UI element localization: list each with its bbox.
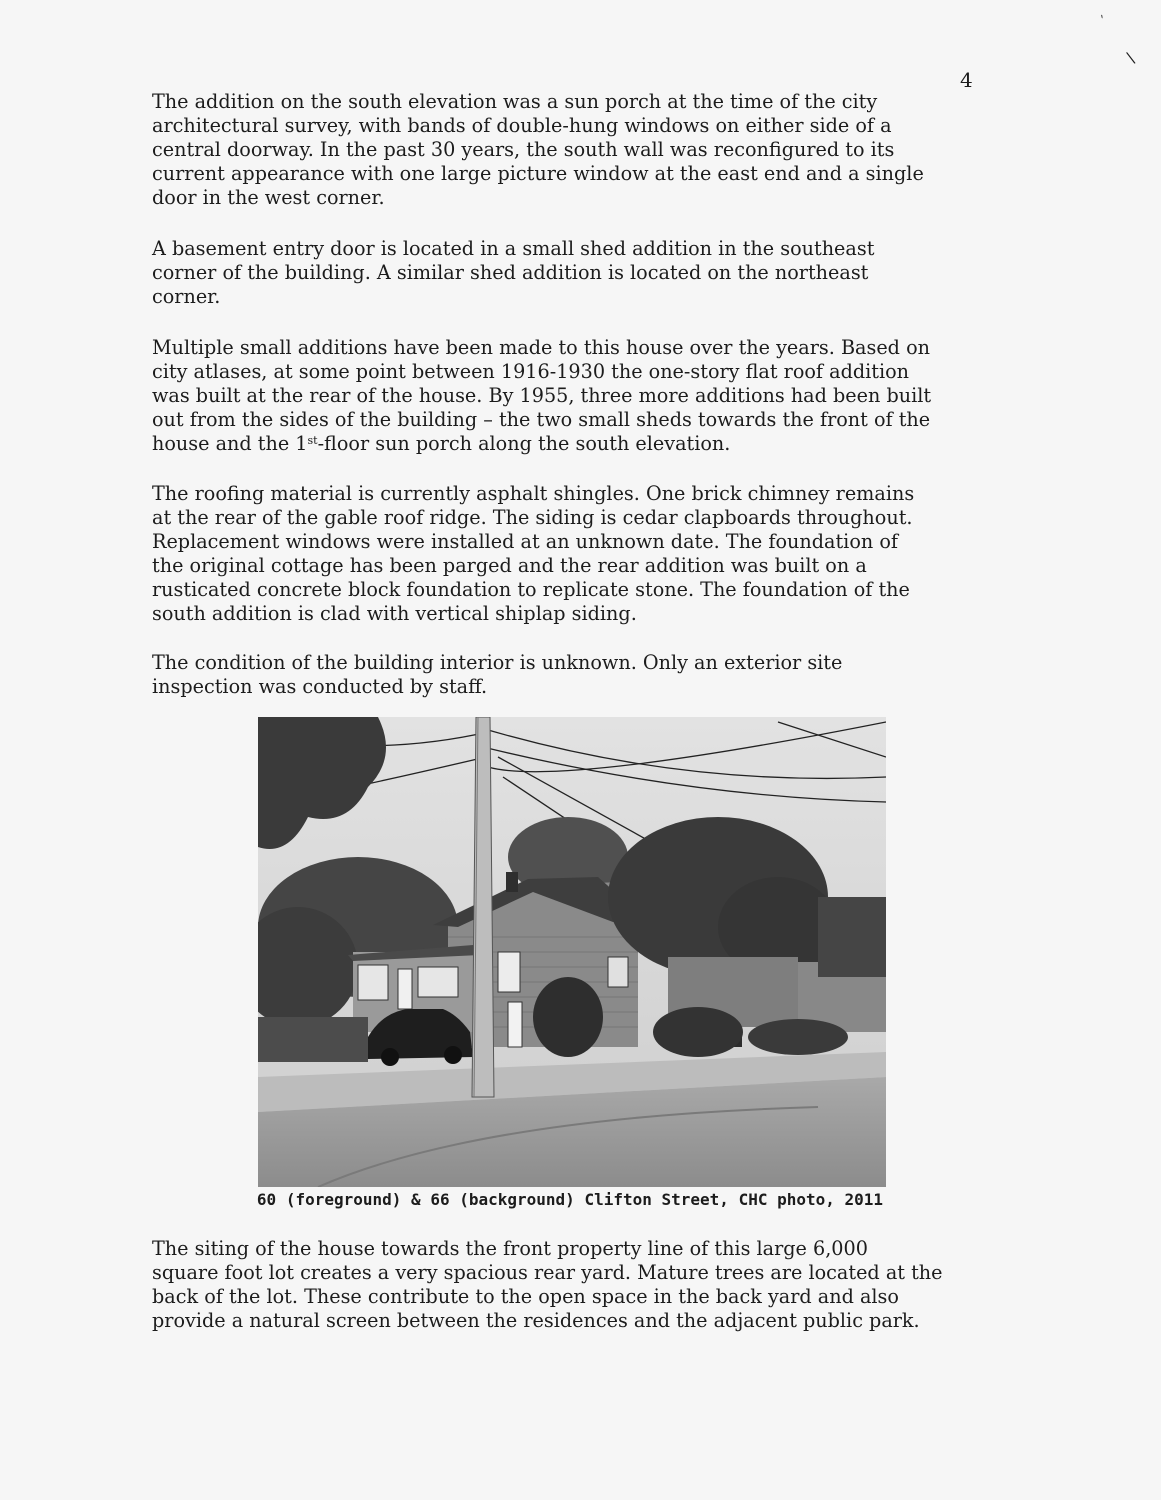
text-line: The addition on the south elevation was a sun porch at the time of the city xyxy=(152,90,878,113)
text-line: A basement entry door is located in a small shed addition in the southeast xyxy=(152,237,875,260)
paragraph-materials xyxy=(152,482,987,626)
text-line: was built at the rear of the house. By 1955, three more additions had been built xyxy=(152,384,932,407)
text-line: -floor sun porch along the south elevation. xyxy=(317,432,731,455)
text-line: Replacement windows were installed at an unknown date. The foundation of xyxy=(152,530,898,553)
text-line: Multiple small additions have been made to this house over the years. Based on xyxy=(152,336,930,359)
text-line: inspection was conducted by staff. xyxy=(152,675,488,698)
text-line: back of the lot. These contribute to the open space in the back yard and also xyxy=(152,1285,899,1308)
text-line: at the rear of the gable roof ridge. The siding is cedar clapboards throughout. xyxy=(152,506,913,529)
text-line: door in the west corner. xyxy=(152,186,385,209)
text-line: city atlases, at some point between 1916-1930 the one-story flat roof addition xyxy=(152,360,910,383)
text-line: central doorway. In the past 30 years, the south wall was reconfigured to its xyxy=(152,138,895,161)
text-line: architectural survey, with bands of double-hung windows on either side of a xyxy=(152,114,892,137)
paragraph-basement-entry xyxy=(152,237,987,309)
text-line: out from the sides of the building – the two small sheds towards the front of the xyxy=(152,408,931,431)
margin-mark: \ xyxy=(1124,47,1137,68)
paragraph-additions xyxy=(152,336,987,456)
text-line: rusticated concrete block foundation to replicate stone. The foundation of the xyxy=(152,578,910,601)
text-line: house and the 1 xyxy=(152,432,308,455)
ordinal-superscript: st xyxy=(307,434,318,447)
text-line: current appearance with one large picture window at the east end and a single xyxy=(152,162,924,185)
photo-caption: 60 (foreground) & 66 (background) Clifton Street, CHC photo, 2011 xyxy=(256,1190,884,1209)
page-number: 4 xyxy=(960,68,973,92)
text-line: The roofing material is currently asphalt shingles. One brick chimney remains xyxy=(152,482,915,505)
paragraph-condition xyxy=(152,651,987,699)
text-line: corner. xyxy=(152,285,221,308)
margin-mark: ` xyxy=(1092,13,1107,31)
text-line: The siting of the house towards the front property line of this large 6,000 xyxy=(152,1237,868,1260)
house-photo xyxy=(258,717,886,1187)
text-line: square foot lot creates a very spacious rear yard. Mature trees are located at the xyxy=(152,1261,943,1284)
paragraph-siting xyxy=(152,1237,987,1333)
text-line: south addition is clad with vertical shiplap siding. xyxy=(152,602,637,625)
text-line: corner of the building. A similar shed addition is located on the northeast xyxy=(152,261,869,284)
text-line: provide a natural screen between the residences and the adjacent public park. xyxy=(152,1309,920,1332)
text-line: the original cottage has been parged and the rear addition was built on a xyxy=(152,554,867,577)
text-line: The condition of the building interior is unknown. Only an exterior site xyxy=(152,651,843,674)
paragraph-sun-porch xyxy=(152,90,987,210)
